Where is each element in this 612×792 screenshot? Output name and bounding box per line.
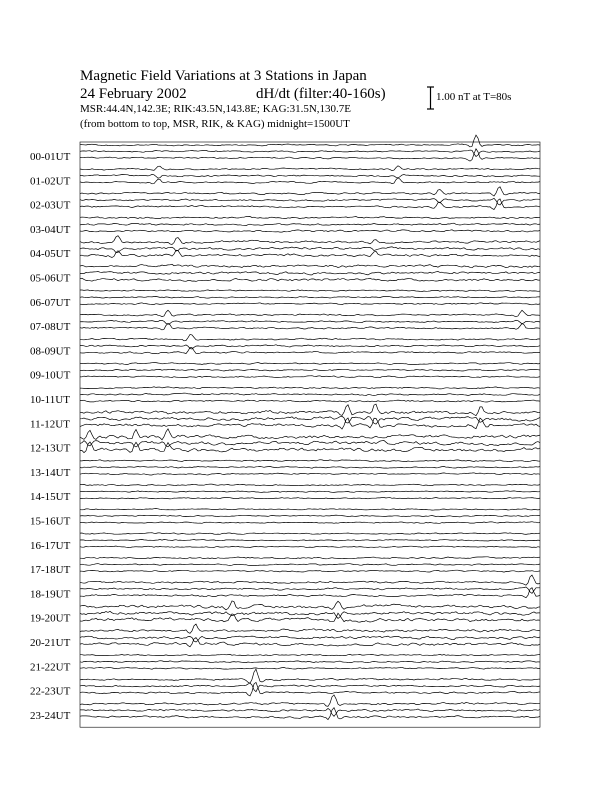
row-label: 04-05UT [30,248,71,261]
trace-rik [80,709,540,717]
trace-kag [80,187,540,196]
trace-kag [80,533,540,535]
trace-kag [80,669,540,683]
trace-rik [80,416,540,424]
trace-msr [80,250,540,257]
row-label: 07-08UT [30,321,71,334]
trace-kag [80,290,540,292]
plot-frame [80,142,540,727]
row-label: 14-15UT [30,491,71,504]
row-label: 13-14UT [30,466,71,479]
trace-msr [80,278,540,281]
trace-msr [80,638,540,647]
row-label: 22-23UT [30,685,71,698]
trace-kag [80,363,540,365]
trace-msr [80,613,540,622]
trace-kag [80,460,540,462]
trace-msr [80,682,540,696]
trace-msr [80,667,540,669]
trace-kag [80,166,540,171]
trace-order-note: (from bottom to top, MSR, RIK, & KAG) midnight=1500UT [80,118,350,130]
trace-kag [80,654,540,656]
trace-rik [80,150,540,156]
trace-kag [80,236,540,245]
trace-rik [80,320,540,324]
row-label: 08-09UT [30,345,71,358]
row-label: 17-18UT [30,564,71,577]
trace-kag [80,429,540,440]
row-label: 19-20UT [30,612,71,625]
trace-rik [80,247,540,253]
row-label: 11-12UT [30,418,70,431]
trace-rik [80,491,540,493]
trace-msr [80,178,540,184]
trace-kag [80,264,540,268]
trace-rik [80,174,540,178]
trace-msr [80,348,540,354]
row-label: 18-19UT [30,588,71,601]
trace-msr [80,570,540,572]
scale-label: 1.00 nT at T=80s [436,91,512,103]
trace-kag [80,601,540,610]
trace-rik [80,636,540,642]
trace-rik [80,272,540,275]
trace-rik [80,661,540,663]
row-label: 05-06UT [30,272,71,285]
row-label: 16-17UT [30,539,71,552]
trace-rik [80,611,540,618]
trace-rik [80,198,540,205]
trace-kag [80,484,540,486]
trace-kag [80,335,540,341]
row-label: 20-21UT [30,637,71,649]
trace-rik [80,540,540,542]
trace-rik [80,515,540,517]
chart-quantity: dH/dt (filter:40-160s) [256,86,386,102]
trace-msr [80,498,540,499]
row-label: 23-24UT [30,709,71,722]
trace-msr [80,149,540,161]
row-label: 02-03UT [30,199,71,212]
trace-kag [80,509,540,511]
trace-kag [80,387,540,389]
trace-kag [80,217,540,219]
trace-msr [80,546,540,548]
trace-rik [80,683,540,692]
trace-msr [80,323,540,330]
row-label: 21-22UT [30,661,71,674]
trace-rik [80,466,540,468]
chart-title: Magnetic Field Variations at 3 Stations in Japan [80,68,367,84]
trace-kag [80,557,540,559]
trace-msr [80,230,540,232]
trace-msr [80,473,540,475]
trace-rik [80,296,540,298]
trace-kag [80,695,540,707]
trace-rik [80,393,540,395]
trace-msr [80,522,540,524]
chart-date: 24 February 2002 [80,86,187,102]
trace-rik [80,369,540,371]
row-label: 06-07UT [30,296,71,309]
trace-rik [80,345,540,349]
row-label: 01-02UT [30,175,71,188]
trace-msr [80,400,540,402]
row-label: 03-04UT [30,223,71,236]
trace-kag [80,624,540,633]
trace-kag [80,310,540,317]
trace-msr [80,376,540,378]
trace-rik [80,564,540,566]
trace-rik [80,441,540,447]
trace-kag [80,575,540,585]
trace-kag [80,135,540,147]
trace-msr [80,303,540,305]
row-label: 00-01UT [30,151,71,163]
row-label: 12-13UT [30,442,71,455]
row-label: 10-11UT [30,394,70,406]
row-label: 09-10UT [30,369,71,382]
trace-kag [80,404,540,416]
station-coordinates: MSR:44.4N,142.3E; RIK:43.5N,143.8E; KAG:31.5N,130.7E [80,103,352,115]
trace-rik [80,587,540,593]
trace-rik [80,223,540,225]
row-label: 15-16UT [30,515,71,528]
